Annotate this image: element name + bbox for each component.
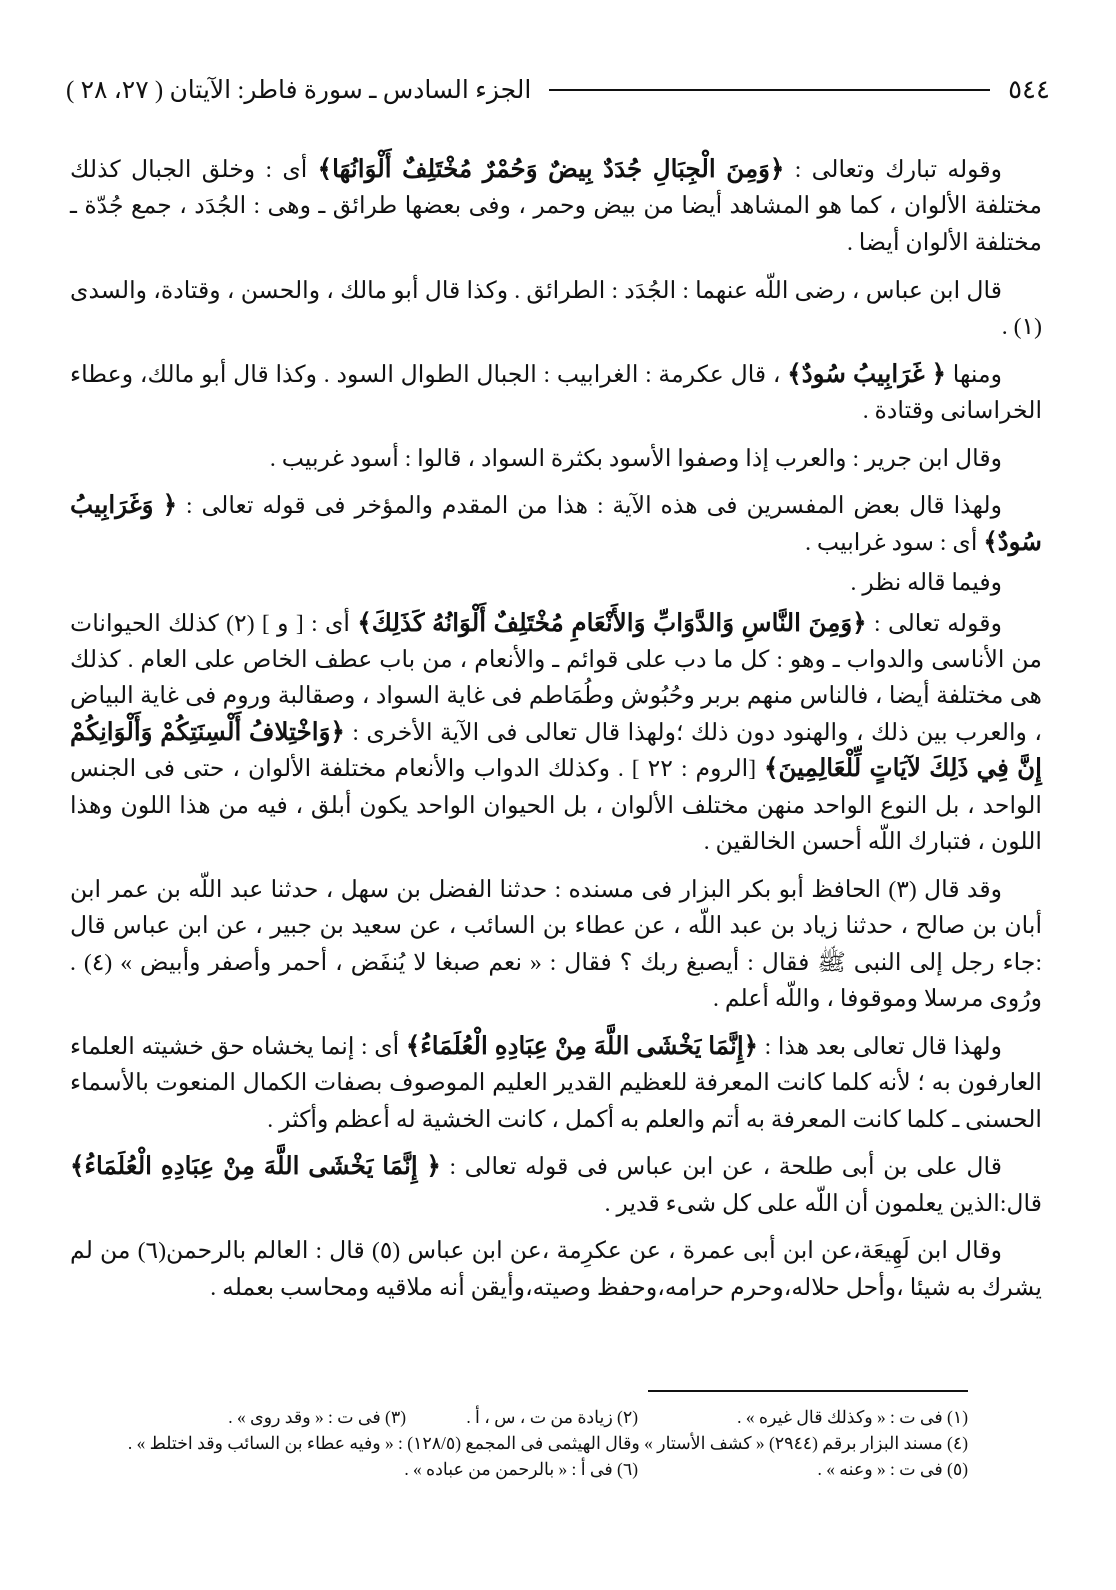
paragraph-text: قال على بن أبى طلحة ، عن ابن عباس فى قوله تعالى : <box>440 1154 1002 1181</box>
footnote: (٥) فى ت : « وعنه » . <box>817 1459 968 1479</box>
paragraph-text: وفيما قاله نظر . <box>850 570 1002 597</box>
footnote-row <box>66 1404 968 1430</box>
paragraph-text: وقال ابن جرير : والعرب إذا وصفوا الأسود بكثرة السواد ، قالوا : أسود غربيب . <box>269 445 1002 472</box>
page-number: ٥٤٤ <box>1008 75 1050 104</box>
paragraph-text: ولهذا قال تعالى بعد هذا : <box>758 1033 1002 1060</box>
paragraph-text: ، قال عكرمة : الغرابيب : الجبال الطوال السود . وكذا قال أبو مالك، وعطاء الخراسانى وقتادة . <box>70 361 1042 425</box>
paragraph-text: وقال ابن لَهِيعَة،عن ابن أبى عمرة ، عن عكرِمة ،عن ابن عباس (٥) قال : العالم بالرحمن(٦) من لم يشرك به شيئا ،وأحل حلاله،وحرم حرامه،وحفظ وصيته،وأيقن أنه ملاقيه ومحاسب بعمله . <box>70 1238 1042 1301</box>
footnote: (١) فى ت : « وكذلك قال غيره » . <box>737 1407 968 1427</box>
quran-verse: ﴿وَمِنَ الْجِبَالِ جُدَدٌ بِيضٌ وَحُمْرٌ مُخْتَلِفٌ أَلْوَانُهَا﴾ <box>317 156 785 183</box>
paragraph <box>70 441 1042 477</box>
quran-verse: ﴿وَاخْتِلافُ أَلْسِنَتِكُمْ وَأَلْوَانِكُمْ إِنَّ فِي ذَلِكَ لآيَاتٍ لِّلْعَالِمِينَ﴾ <box>70 718 1042 783</box>
paragraph <box>70 565 1042 601</box>
paragraph-text: وقوله تبارك وتعالى : <box>784 157 1003 183</box>
quran-verse: ﴿ وَغَرَابِيبُ سُودٌ﴾ <box>70 492 1042 556</box>
paragraph-text: وقوله تعالى : <box>866 610 1002 637</box>
paragraph-text: ولهذا قال بعض المفسرين فى هذه الآية : هذا من المقدم والمؤخر فى قوله تعالى : <box>177 493 1002 520</box>
paragraph <box>70 357 1042 430</box>
paragraph <box>70 488 1042 561</box>
paragraph-text: أى : [ و ] (٢) كذلك الحيوانات من الأناسى والدواب ـ وهو : كل ما دب على قوائم ـ والأنعام ، من باب عطف الخاص على العام . كذلك هى مختلفة أيضا ، فالناس منهم بربر وحُبُوش وطُمَاطم فى غاية السواد ، وصقالبة وروم فى غاية البياض ، والعرب بين ذلك ، والهنود دون ذلك ؛ولهذا قال تعالى فى الآية الأخرى : <box>70 610 1042 746</box>
paragraph <box>70 1029 1042 1138</box>
footnote: (٢) زيادة من ت ، س ، أ . <box>466 1407 638 1427</box>
paragraph-text: ومنها <box>946 361 1003 388</box>
quran-verse: ﴿إِنَّمَا يَخْشَى اللَّهَ مِنْ عِبَادِهِ الْعُلَمَاءُ﴾ <box>405 1032 759 1060</box>
paragraph-text: [الروم : ٢٢ ] . وكذلك الدواب والأنعام مختلفة الألوان ، حتى فى الجنس الواحد ، بل النوع الواحد منهن مختلف الألوان ، بل الحيوان الواحد يكون أبلق ، فيه من هذا اللون وهذا اللون ، فتبارك اللّه أحسن الخالقين . <box>70 756 1042 856</box>
quran-verse: ﴿ إِنَّمَا يَخْشَى اللَّهَ مِنْ عِبَادِهِ الْعُلَمَاءُ﴾ <box>70 1153 441 1181</box>
footnote-separator <box>648 1390 968 1392</box>
running-header <box>66 70 1050 110</box>
footnote: (٣) فى ت : « وقد روى » . <box>228 1407 406 1427</box>
header-title: الجزء السادس ـ سورة فاطر: الآيتان ( ٢٧، ٢٨ ) <box>66 77 532 104</box>
paragraph-text: قال:الذين يعلمون أن اللّه على كل شىء قدير . <box>604 1190 1042 1217</box>
footnote-row <box>66 1456 968 1482</box>
paragraph <box>70 1149 1042 1222</box>
paragraph <box>70 152 1042 261</box>
paragraph-text: وقد قال (٣) الحافظ أبو بكر البزار فى مسنده : حدثنا الفضل بن سهل ، حدثنا عبد اللّه بن عمر ابن أبان بن صالح ، حدثنا زياد بن عبد اللّه ، عن عطاء بن السائب ، عن سعيد بن جبير ، عن ابن عباس قال :جاء رجل إلى النبى ﷺ فقال : أيصبغ ربك ؟ فقال : « نعم صبغا لا يُنفَض ، أحمر وأصفر وأبيض » (٤) . ورُوى مرسلا وموقوفا ، واللّه أعلم . <box>70 876 1043 1013</box>
body-text <box>70 152 1042 1317</box>
footnote: (٦) فى أ : « بالرحمن من عباده » . <box>404 1459 638 1479</box>
quran-verse: ﴿وَمِنَ النَّاسِ وَالدَّوَابِّ وَالأَنْعَامِ مُخْتَلِفٌ أَلْوَانُهُ كَذَلِكَ﴾ <box>357 609 867 637</box>
footnote: (٤) مسند البزار برقم (٢٩٤٤) « كشف الأستار » وقال الهيثمى فى المجمع (١٢٨/٥) : « وفيه عطاء بن السائب وقد اختلط » . <box>127 1433 968 1453</box>
footnote-row <box>66 1430 968 1456</box>
header-rule <box>549 89 990 91</box>
paragraph <box>70 606 1042 861</box>
paragraph <box>70 872 1042 1018</box>
quran-verse: ﴿ غَرَابِيبُ سُودٌ﴾ <box>787 360 947 388</box>
footnotes <box>66 1404 968 1482</box>
paragraph-text: أى : وخلق الجبال كذلك مختلفة الألوان ، كما هو المشاهد أيضا من بيض وحمر ، وفى بعضها طرائق ـ وهى : الجُدَد ، جمع جُدّة ـ مختلفة الألوان أيضا . <box>70 157 1042 256</box>
paragraph <box>70 1233 1042 1306</box>
paragraph-text: أى : إنما يخشاه حق خشيته العلماء العارفون به ؛ لأنه كلما كانت المعرفة للعظيم القدير العليم الموصوف بصفات الكمال المنعوت بالأسماء الحسنى ـ كلما كانت المعرفة به أتم والعلم به أكمل ، كانت الخشية له أعظم وأكثر . <box>70 1033 1042 1133</box>
paragraph-text: قال ابن عباس ، رضى اللّه عنهما : الجُدَد : الطرائق . وكذا قال أبو مالك ، والحسن ، وقتادة، والسدى (١) . <box>70 277 1042 340</box>
paragraph-text: أى : سود غرابيب . <box>805 529 984 556</box>
paragraph <box>70 273 1042 346</box>
